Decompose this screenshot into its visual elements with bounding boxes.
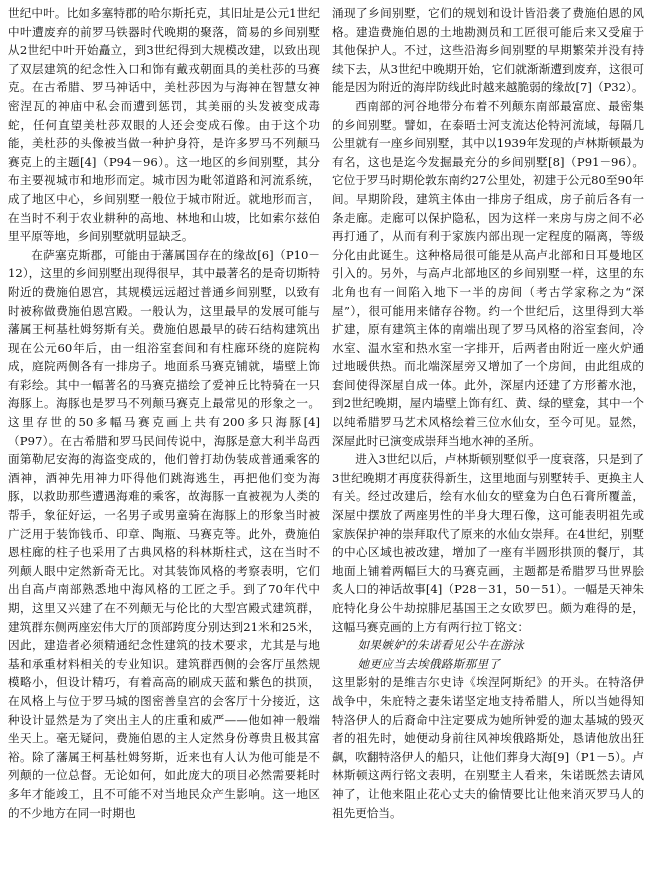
left-paragraph: 在萨塞克斯郡，可能由于藩属国存在的缘故[6]（P10－12），这里的乡间别墅出现得很早，其中最著名的是奇切斯特附近的费施伯恩宫，其规模远远超过普通乡间别墅，以致有时被称做费施伯恩宫殿。一般认为，这里最早的发展可能与藩属王柯基杜姆努斯有关。费施伯恩最早的砖石结构建筑出现在公元60年后，由一组浴室套间和有柱廊环绕的庭院构成，庭院两侧各有一排房子。地面系马赛克铺就，墙壁上饰有彩绘。其中一幅著名的马赛克描绘了爱神丘比特骑在一只海豚上。海豚也是罗马不列颠马赛克上最常见的形象之一。这里存世的50多幅马赛克画上共有200多只海豚[4]（P97）。在古希腊和罗马民间传说中，海豚是意大利半岛西面第勒尼安海的海盗变成的，他们曾打劫伪装成普通乘客的酒神，酒神先用神力吓得他们跳海逃生，再把他们变为海豚，以救助那些遭遇海难的乘客，故海豚一直被视为人类的帮手，象征好运，一名男子或男童骑在海豚上的形象当时被广泛用于装饰钱币、印章、陶瓶、马赛克等。此外，费施伯恩柱廊的柱子也采用了古典风格的科林斯柱式，这在当时不列颠人眼中定然新奇无比。对其装饰风格的考察表明，它们出自高卢南部熟悉地中海风格的工匠之手。到了70年代中期，这里又兴建了在不列颠无与伦比的大型宫殿式建筑群，建筑群东侧两座宏伟大厅的顶部跨度分别达到21米和25米，因此，建造者必须精通纪念性建筑的技术要求，尤其是与地基和承重材料相关的专业知识。建筑群西侧的会客厅虽然规模略小，但设计精巧，有着高高的刷成天蓝和紫色的拱顶，在风格上与位于罗马城的图密善皇宫的会客厅十分接近，这种设计显然是为了突出主人的庄重和威严——他如神一般端坐天上。毫无疑问，费施伯恩的主人定然身份尊贵且极其富裕。除了藩属王柯基杜姆努斯，近来也有人认为他可能是不列颠的一位总督。无论如何，如此庞大的项目必然需要耗时多年才能竣工，且不可能不对当地民众产生影响。这一地区的不少地方在同一时期也 [8, 247, 320, 820]
right-poem-line: 如果嫉妒的朱诺看见公牛在游泳 [357, 638, 525, 653]
left-paragraph: 世纪中叶。比如多塞特郡的哈尔斯托克，其旧址是公元1世纪中叶遭废弃的前罗马铁器时代晚期的聚落，简易的乡间别墅从2世纪中叶开始矗立，到3世纪得到大规模改建，以致出现了双层建筑的纪念性入口和饰有戴戎朝面具的美杜莎的马赛克。在古希腊、罗马神话中，美杜莎因为与海神在智慧女神密涅瓦的神庙中私会而遭到惩罚，其美丽的头发被变成毒蛇，任何直望美杜莎双眼的人还会变成石像。由于这个功能，美杜莎的头像被当做一种护身符，是许多罗马不列颠马赛克上的主题[4]（P94－96）。这一地区的乡间别墅，其分布主要视城市和地形而定。城市因为毗邻道路和河流系统，成了地区中心，乡间别墅一般位于城市附近。就地形而言，在当时不利于农业耕种的高地、林地和山坡，比如索尔兹伯里平原等地，乡间别墅就明显缺乏。 [8, 6, 320, 244]
right-poem-line: 她更应当去埃俄路斯那里了 [357, 656, 501, 671]
right-paragraph: 涌现了乡间别墅，它们的规划和设计皆沿袭了费施伯恩的风格。建造费施伯恩的土地勘测员和工匠很可能后来又受雇于其他保护人。不过，这些沿海乡间别墅的早期繁荣并没有持续下去，从3世纪中晚期开始，它们就渐渐遭到废弃，这很可能是因为附近的海岸防线此时越来越脆弱的缘故[7]（P32）。 [332, 6, 644, 95]
right-paragraph: 这里影射的是维吉尔史诗《埃涅阿斯纪》的开头。在特洛伊战争中，朱庇特之妻朱诺坚定地支持希腊人，所以当她得知特洛伊人的后裔命中注定要成为她所钟爱的迦太基城的毁灭者的祖先时，她便动身前往风神埃俄路斯处，恳请他放出狂飙，吹翻特洛伊人的船只，让他们葬身大海[9]（P1－5）。卢林斯顿这两行铭文表明，在别墅主人看来，朱诺既然去请风神了，让他来阻止花心丈夫的偷情要比让他来消灭罗马人的祖先更恰当。 [332, 675, 644, 820]
right-paragraph: 西南部的河谷地带分布着不列颠东南部最富庶、最密集的乡间别墅。譬如，在泰晤士河支流达伦特河流域，每隔几公里就有一座乡间别墅，其中以1939年发现的卢林斯顿最为有名，这也是迄今发掘最充分的乡间别墅[8]（P91－96）。它位于罗马时期伦敦东南约27公里处，初建于公元80至90年间。早期阶段，建筑主体由一排房子组成，房子前后各有一条走廊。走廊可以保护隐私，因为这样一来房与房之间不必再打通了，从而有利于家族内部出现一定程度的隔离，等级分化由此诞生。这种格局很可能是从高卢北部和日耳曼地区引入的。另外，与高卢北部地区的乡间别墅一样，这里的东北角也有一间陷入地下一半的房间（考古学家称之为“深屋”），很可能用来储存谷物。约一个世纪后，这里得到大举扩建，原有建筑主体的南端出现了罗马风格的浴室套间，冷水室、温水室和热水室一字排开，后两者由附近一座火炉通过地暖供热。而北端深屋旁又增加了一个房间，由此组成的套间使得深屋自成一体。此外，深屋内还建了方形蓄水池，到2世纪晚期，屋内墙壁上饰有红、黄、绿的壁龛，其中一个以纯希腊罗马艺术风格绘着三位水仙女，至今可见。显然，深屋此时已演变成崇拜当地水神的圣所。 [332, 98, 644, 448]
left-text-column [8, 4, 320, 882]
right-paragraph: 进入3世纪以后，卢林斯顿别墅似乎一度衰落，只是到了3世纪晚期才再度获得新生，这里地面与别墅转手、更换主人有关。经过改建后，绘有水仙女的壁龛为白色石膏所覆盖，深屋中摆放了两座男性的半身大理石像，这可能表明祖先或家族保护神的崇拜取代了原来的水仙女崇拜。在4世纪，别墅的中心区域也被改建，增加了一座有半圆形拱顶的餐厅，其地面上铺着两幅巨大的马赛克画，主题都是希腊罗马世界脍炙人口的神话故事[4]（P28－31，50－51）。一幅是天神朱庇特化身公牛劫掠腓尼基国王之女欧罗巴。颇为难得的是，这幅马赛克画的上方有两行拉丁铭文： [332, 452, 644, 634]
right-text-column [332, 4, 644, 882]
